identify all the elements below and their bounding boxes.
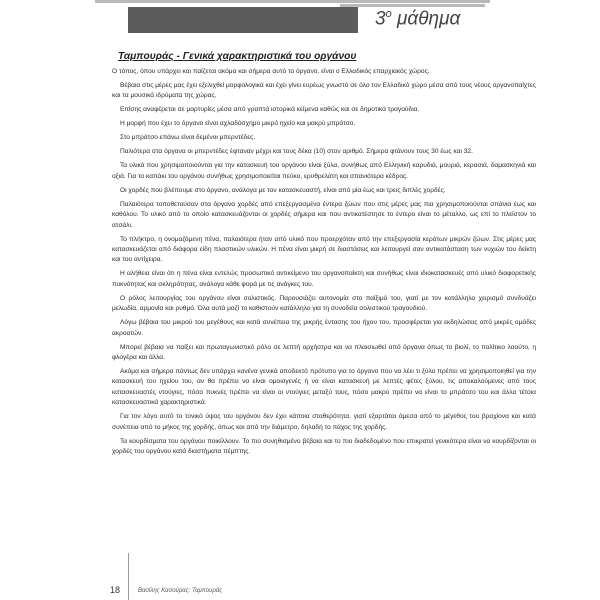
footer-author: Βασίλης Κασούρας: bbox=[138, 588, 191, 594]
paragraph: Ακόμα και σήμερα πάντως δεν υπάρχει κανένα γενικά αποδεκτό πρότυπο για το όργανο που να λέει τι ξύλο πρέπει να χρησιμοποιηθεί για την κατασκευή του ηχείου του, αν θα πρέπει να είναι ομοιογενές ή να είναι κατασκευή με λεπτές φέτες ξύλου, τις αποκαλούμενες από τους κατασκευαστές ντούγιες, πόσο πυκνές πρέπει να είναι οι ντούγιες μεταξύ τους, πόσο μακρύ πρέπει να είναι το μπράτσο του και άλλα τέτοια κατασκευαστικά χαρακτηριστικά. bbox=[112, 368, 536, 407]
paragraph: Για τον λόγο αυτό το τονικό ύψος του οργάνου δεν έχει κάποια σταθερότητα, γιατί εξαρτάται άμεσα από το μέγεθος του βραχίονα και κατά συνέπεια από το μήκος της χορδής, όπως και από την διάμετρο, δηλαδή το πάχος της χορδής. bbox=[112, 413, 536, 431]
paragraph: Μπορεί βέβαια να παίξει και πρωταγωνιστικό ρόλο σε λεπτή ορχήστρα και να πλαισιωθεί από όργανα όπως το βιολί, το πολίτικο λαούτο, η φλογέρα και άλλα. bbox=[112, 343, 536, 362]
paragraph: Η μορφή που έχει το όργανο είναι αχλαδόσχημο μικρό ηχείο και μακρύ μπράτσο. bbox=[120, 120, 356, 128]
paragraph: Ο ρόλος λειτουργίας του οργάνου είναι σολιστικός. Παρουσιάζει αυτονομία στο παίξιμό του, γιατί με τον κατάλληλο χειρισμό συνδυάζει μελωδία, αρμονία και ρυθμό. Όλα αυτά μαζί το καθιστούν κατάλληλο για τη συνοδεία σολιστικού τραγουδιού. bbox=[112, 294, 536, 313]
lesson-heading bbox=[375, 8, 460, 30]
paragraph: Οι χορδές που βλέπουμε στο όργανο, ανάλογα με τον κατασκευαστή, είναι από μία έως και τρεις διπλές χορδές. bbox=[120, 186, 446, 194]
paragraph: Λόγω βέβαια του μικρού του μεγέθους και κατά συνέπεια της μικρής έντασης του ήχου του, προσφέρεται για εκδηλώσεις από μικρές ομάδες ακροατών. bbox=[112, 319, 536, 337]
paragraph: Τα υλικά που χρησιμοποιούνται για την κατασκευή του οργάνου είναι ξύλα, συνήθως από Ελληνική καρυδιά, μουριά, κερασιά, δαμασκηνιά και οξιά. Για το καπάκι του οργάνου συνήθως χρησιμοποιείται πεύκο, ερυθρελάτη και σπανιότερα κέδρος. bbox=[112, 162, 536, 180]
footer-subject: Ταμπουράς bbox=[191, 588, 223, 594]
lesson-number: 3 bbox=[375, 8, 386, 30]
header-decor-line bbox=[95, 0, 490, 3]
header-decor-bar bbox=[128, 7, 358, 33]
lesson-suffix: ο bbox=[385, 8, 392, 20]
paragraph: Επίσης αναφέρεται σε μαρτυρίες μέσα από γραπτά ιστορικά κείμενα καθώς και σε δημοτικά τραγούδια. bbox=[120, 106, 420, 114]
running-footer bbox=[138, 588, 222, 594]
paragraph: Βέβαια στις μέρες μας έχει εξελιχθεί μορφολογικά και έχει γίνει ευρέως γνωστό σε όλο τον Ελλαδικό χώρο μέσα από τους νέους οργανοπαίχτες και τα μουσικά ιδρύματα της χώρας. bbox=[112, 82, 536, 100]
footer-divider bbox=[128, 553, 129, 600]
paragraph: Ο τόπος, όπου υπάρχει και παίζεται ακόμα και σήμερα αυτό το όργανο, είναι ο Ελλαδικός επαρχιακός χώρος. bbox=[112, 68, 430, 75]
paragraph: Στο μπράτσο επάνω είναι δεμένοι μπερντέδες. bbox=[120, 134, 256, 142]
header-decor-line-short bbox=[340, 4, 485, 7]
section-title: Ταμπουράς - Γενικά χαρακτηριστικά του οργάνου bbox=[118, 51, 357, 62]
paragraph: Παλιότερα στα όργανα οι μπερντέδες έφταναν μέχρι και τους δέκα (10) στον αριθμό. Σήμερα φτάνουν τους 30 έως και 32. bbox=[120, 148, 473, 156]
page-number: 18 bbox=[110, 585, 121, 595]
page-content bbox=[112, 51, 536, 458]
paragraph: Το πλήκτρο, η ονομαζόμενη πένα, παλαιότερα ήταν από υλικό που προερχόταν από την επεξεργασία κεράτων μικρών ζώων. Στις μέρες μας κατασκευάζεται από διάφορα είδη πλαστικών υλικών. Η πένα είναι μικρή σε διαστάσεις και λειτουργεί σαν αντικατάσταση των νυχιών του δείκτη και του αντίχειρα. bbox=[112, 235, 536, 264]
paragraph: Η αλήθεια είναι ότι η πένα είναι εντελώς προσωπικό αντικείμενο του οργανοπαίκτη και συνήθως είναι ιδιοκατασκευές από υλικό διαφορετικής πυκνότητας και σκληρότητας, ανάλογα κάθε φορά με τις ανάγκες του. bbox=[112, 270, 536, 288]
paragraph: Τα κουρδίσματα του οργάνου ποικίλλουν. Το πιο συνηθισμένο βέβαια και το πιο διαδεδομένο που επικρατεί γενικότερα είναι να κουρδίζονται οι χορδές του οργάνου κατά διαστήματα πέμπτης. bbox=[112, 437, 536, 456]
lesson-word: μάθημα bbox=[396, 8, 461, 30]
paragraph: Παλαιότερα τοποθετούσαν στα όργανα χορδές από επεξεργασμένα έντερα ζώων που στις μέρες μας πια χρησιμοποιούνται σπάνια έως και καθόλου. Το υλικό από το οποίο κατασκευάζονται οι χορδές σήμερα και που αντικατέστησε το έντερο είναι το μέταλλο, ως επί το πλείστον το ατσάλι. bbox=[112, 200, 536, 229]
